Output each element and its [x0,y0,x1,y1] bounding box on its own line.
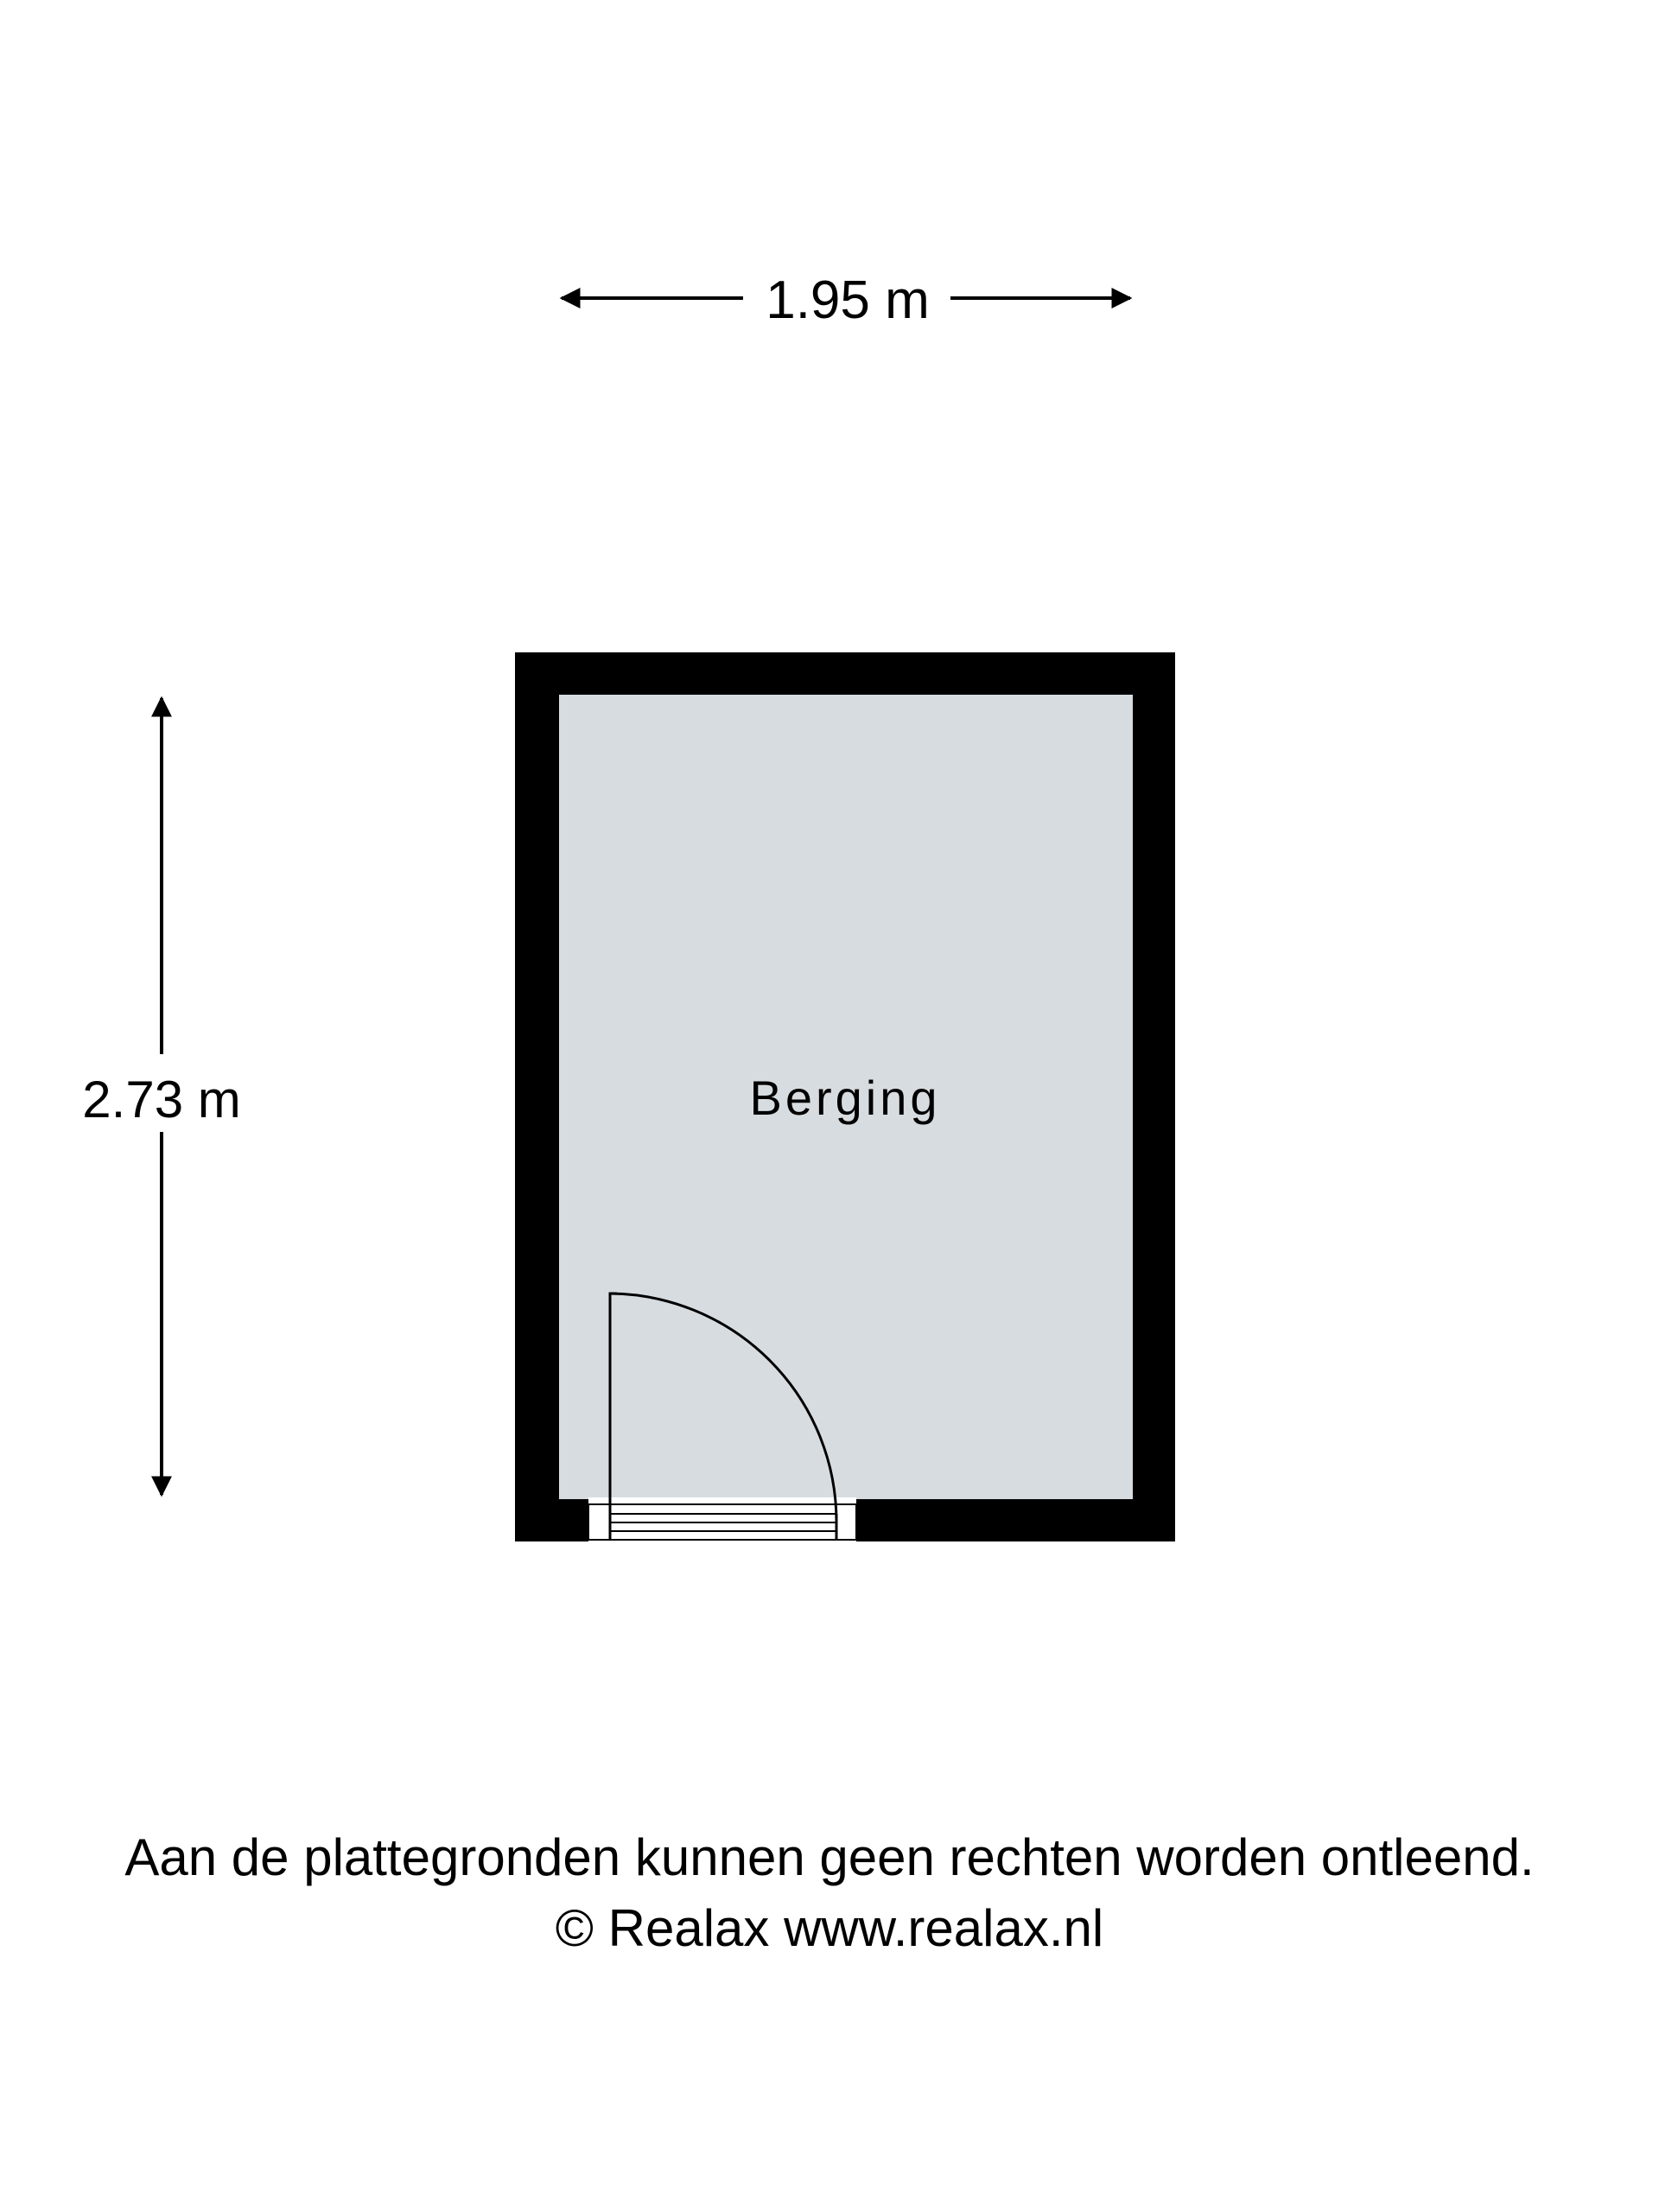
width-label: 1.95 m [766,270,930,330]
width-dimension [562,270,1130,330]
height-label: 2.73 m [82,1071,241,1128]
room-label: Berging [749,1071,941,1125]
copyright-text: © Realax www.realax.nl [555,1899,1104,1957]
room-berging [515,652,1175,1543]
disclaimer-text: Aan de plattegronden kunnen geen rechten worden ontleend. [124,1828,1535,1886]
height-dimension [82,698,240,1495]
